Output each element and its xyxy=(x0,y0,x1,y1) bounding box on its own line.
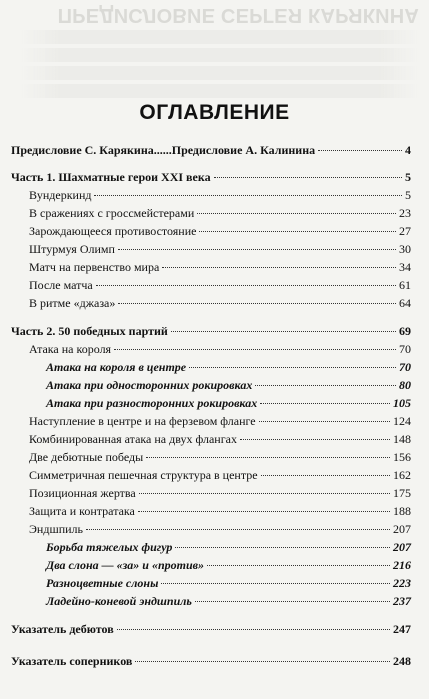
toc-entry xyxy=(29,432,411,446)
toc-page-number: 30 xyxy=(399,242,411,256)
leader-dots xyxy=(146,457,390,458)
toc-entry xyxy=(29,450,411,464)
toc-page-number: 188 xyxy=(393,504,411,518)
toc-entry-prefaces xyxy=(11,143,411,157)
toc-subentry xyxy=(46,378,411,392)
toc-entry-label: Атака на короля в центре xyxy=(46,360,187,374)
leader-dots xyxy=(255,385,396,386)
toc-page-number: 162 xyxy=(393,468,411,482)
toc-page-number: 23 xyxy=(399,206,411,220)
leader-dots xyxy=(118,303,396,304)
toc-subentry xyxy=(46,558,411,572)
toc-entry xyxy=(29,260,411,274)
toc-entry xyxy=(29,242,411,256)
toc-entry-label: Вундеркинд xyxy=(29,188,92,202)
toc-entry-label: Два слона — «за» и «против» xyxy=(46,558,205,572)
leader-dots xyxy=(114,349,396,350)
toc-page-number: 124 xyxy=(393,414,411,428)
ghost-line xyxy=(20,66,419,80)
toc-entry xyxy=(29,414,411,428)
leader-dots xyxy=(138,511,390,512)
toc-entry-label: Разноцветные слоны xyxy=(46,576,159,590)
leader-dots xyxy=(171,331,396,332)
toc-page-number: 64 xyxy=(399,296,411,310)
show-through-text xyxy=(20,0,419,102)
ghost-line xyxy=(20,84,419,98)
leader-dots xyxy=(214,177,402,178)
toc-page-number: 80 xyxy=(399,378,411,392)
toc-entry-label: Борьба тяжелых фигур xyxy=(46,540,173,554)
toc-page-number: 248 xyxy=(393,654,411,668)
toc-page-number: 223 xyxy=(393,576,411,590)
toc-page-number: 70 xyxy=(399,360,411,374)
toc-entry-label: Часть 1. Шахматные герои XXI века xyxy=(11,170,211,184)
leader-dots xyxy=(207,565,390,566)
toc-entry-label: Эндшпиль xyxy=(29,522,83,536)
toc-entry xyxy=(29,188,411,202)
toc-entry-label: После матча xyxy=(29,278,93,292)
toc-entry-part-2 xyxy=(11,324,411,338)
toc-page-number: 247 xyxy=(393,622,411,636)
ghost-heading: ПРЕДИСЛОВИЕ СЕРГЕЯ КАРЯКИНА xyxy=(57,4,419,26)
toc-entry-label: В ритме «джаза» xyxy=(29,296,116,310)
toc-page-number: 69 xyxy=(399,324,411,338)
toc-page-number: 70 xyxy=(399,342,411,356)
toc-entry xyxy=(29,468,411,482)
toc-title: ОГЛАВЛЕНИЕ xyxy=(139,101,290,124)
leader-dots xyxy=(117,629,390,630)
toc-page-number: 5 xyxy=(405,170,411,184)
leader-dots xyxy=(199,231,396,232)
toc-entry-opponents-index xyxy=(11,654,411,668)
toc-entry-openings-index xyxy=(11,622,411,636)
toc-entry-label: Указатель дебютов xyxy=(11,622,114,636)
ghost-line xyxy=(20,48,419,62)
toc-entry-label: Часть 2. 50 победных партий xyxy=(11,324,168,338)
toc-entry-label: Позиционная жертва xyxy=(29,486,136,500)
toc-page-number: 34 xyxy=(399,260,411,274)
toc-entry xyxy=(29,224,411,238)
toc-page-number: 207 xyxy=(393,540,411,554)
leader-dots xyxy=(139,493,390,494)
toc-page-number: 61 xyxy=(399,278,411,292)
toc-entry-label: В сражениях с гроссмейстерами xyxy=(29,206,195,220)
toc-entry-part-1 xyxy=(11,170,411,184)
leader-dots xyxy=(96,285,396,286)
toc-entry-label: Наступление в центре и на ферзевом фланге xyxy=(29,414,256,428)
toc-page-number: 4 xyxy=(405,143,411,157)
toc-page-number: 156 xyxy=(393,450,411,464)
toc-entry xyxy=(29,296,411,310)
toc-entry-label: Симметричная пешечная структура в центре xyxy=(29,468,258,482)
toc-entry-label: Матч на первенство мира xyxy=(29,260,160,274)
toc-entry-label: Указатель соперников xyxy=(11,654,133,668)
toc-subentry xyxy=(46,576,411,590)
toc-entry-label: Зарождающееся противостояние xyxy=(29,224,197,238)
leader-dots xyxy=(161,583,390,584)
toc-entry xyxy=(29,342,411,356)
ghost-line xyxy=(20,30,419,44)
toc-entry-label: Защита и контратака xyxy=(29,504,135,518)
toc-page-number: 216 xyxy=(393,558,411,572)
toc-page-number: 5 xyxy=(405,188,411,202)
toc-subentry xyxy=(46,540,411,554)
leader-dots xyxy=(195,601,390,602)
toc-entry xyxy=(29,278,411,292)
toc-entry-label: Предисловие С. Карякина......Предисловие А. Калинина xyxy=(11,143,316,157)
leader-dots xyxy=(86,529,390,530)
toc-entry-label: Атака при разносторонних рокировках xyxy=(46,396,258,410)
leader-dots xyxy=(135,661,390,662)
leader-dots xyxy=(261,475,390,476)
toc-entry-label: Штурмуя Олимп xyxy=(29,242,115,256)
toc-entry xyxy=(29,504,411,518)
toc-page-number: 148 xyxy=(393,432,411,446)
toc-entry xyxy=(29,486,411,500)
toc-entry xyxy=(29,522,411,536)
leader-dots xyxy=(162,267,396,268)
leader-dots xyxy=(175,547,390,548)
toc-subentry xyxy=(46,396,411,410)
toc-entry-label: Комбинированная атака на двух флангах xyxy=(29,432,237,446)
toc-page-number: 105 xyxy=(393,396,411,410)
toc-page-number: 27 xyxy=(399,224,411,238)
leader-dots xyxy=(260,403,390,404)
toc-page-number: 175 xyxy=(393,486,411,500)
toc-subentry xyxy=(46,594,411,608)
toc-entry xyxy=(29,206,411,220)
toc-entry-label: Атака при односторонних рокировках xyxy=(46,378,253,392)
leader-dots xyxy=(189,367,396,368)
leader-dots xyxy=(197,213,396,214)
leader-dots xyxy=(318,150,402,151)
leader-dots xyxy=(118,249,396,250)
toc-page-number: 237 xyxy=(393,594,411,608)
toc-entry-label: Атака на короля xyxy=(29,342,112,356)
leader-dots xyxy=(240,439,390,440)
leader-dots xyxy=(94,195,402,196)
toc-entry-label: Две дебютные победы xyxy=(29,450,144,464)
toc-entry-label: Ладейно-коневой эндшпиль xyxy=(46,594,192,608)
toc-subentry xyxy=(46,360,411,374)
leader-dots xyxy=(259,421,390,422)
toc-page-number: 207 xyxy=(393,522,411,536)
